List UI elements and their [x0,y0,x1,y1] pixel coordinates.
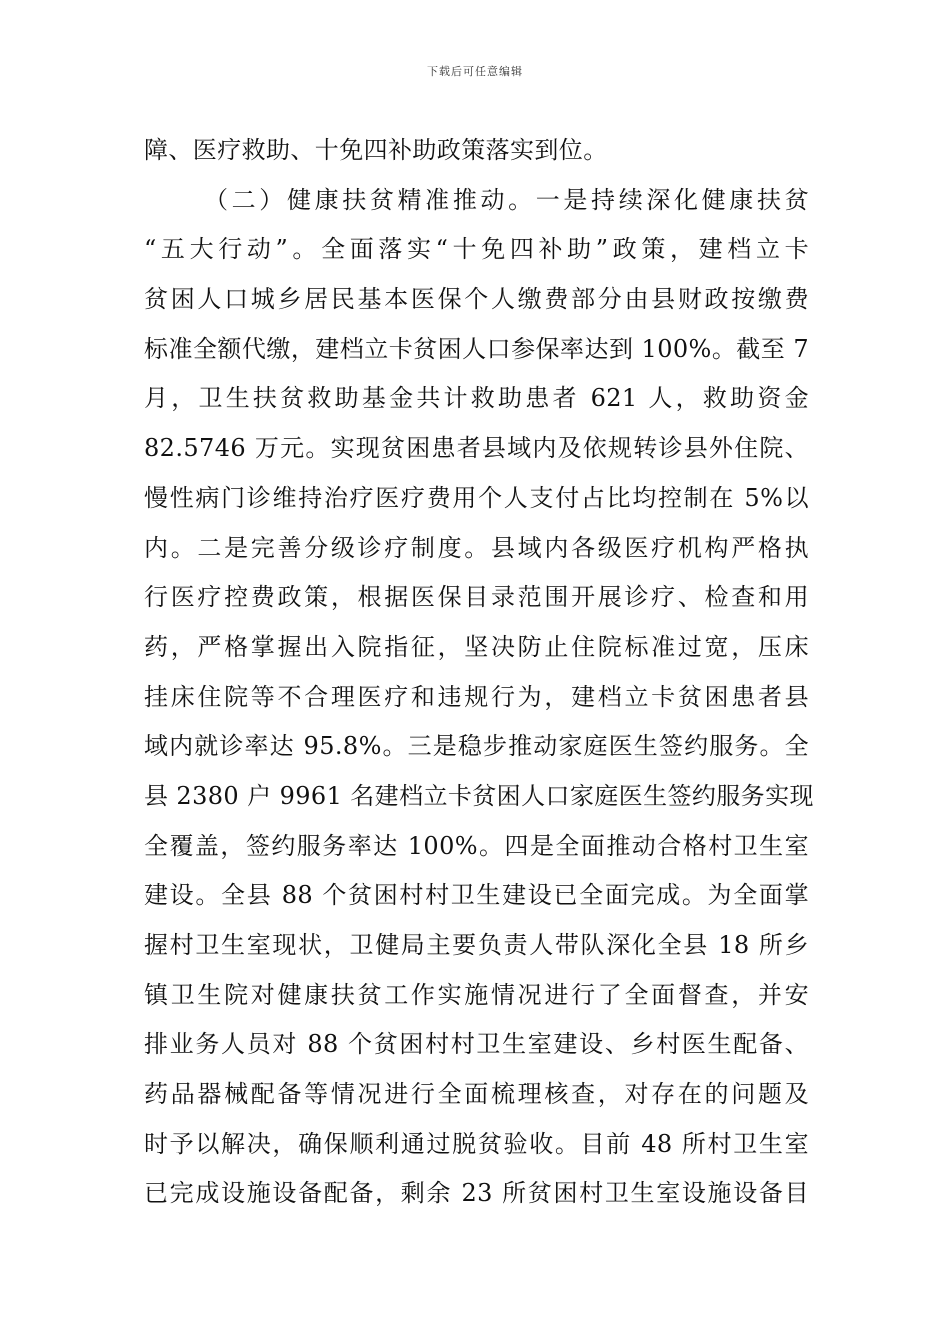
text-line: 县 2380 户 9961 名建档立卡贫困人口家庭医生签约服务实现 [144,781,814,810]
text-line: 握村卫生室现状，卫健局主要负责人带队深化全县 18 所乡 [144,931,809,959]
document-body [144,126,814,1219]
text-line: 排业务人员对 88 个贫困村村卫生室建设、乡村医生配备、 [144,1030,809,1059]
text-line: 标准全额代缴，建档立卡贫困人口参保率达到 100%。截至 7 [144,334,809,363]
text-line: 域内就诊率达 95.8%。三是稳步推动家庭医生签约服务。全 [144,732,809,761]
text-line: 82.5746 万元。实现贫困患者县域内及依规转诊县外住院、 [144,434,809,463]
text-line: 内。二是完善分级诊疗制度。县域内各级医疗机构严格执 [144,533,809,562]
page-header-note: 下载后可任意编辑 [427,65,523,78]
text-line: 已完成设施设备配备，剩余 23 所贫困村卫生室设施设备目 [144,1179,809,1208]
text-line: （二）健康扶贫精准推动。一是持续深化健康扶贫 [204,185,809,214]
text-line: 药品器械配备等情况进行全面梳理核查，对存在的问题及 [144,1080,809,1109]
text-line: 慢性病门诊维持治疗医疗费用个人支付占比均控制在 5%以 [144,483,809,512]
text-line: 障、医疗救助、十免四补助政策落实到位。 [144,136,608,164]
text-line: 镇卫生院对健康扶贫工作实施情况进行了全面督查，并安 [144,980,809,1009]
text-line: 药，严格掌握出入院指征，坚决防止住院标准过宽，压床 [144,632,809,661]
text-line: 贫困人口城乡居民基本医保个人缴费部分由县财政按缴费 [144,285,809,314]
text-line: 时予以解决，确保顺利通过脱贫验收。目前 48 所村卫生室 [144,1129,809,1158]
text-line: 月，卫生扶贫救助基金共计救助患者 621 人，救助资金 [144,384,809,413]
text-line: “五大行动”。全面落实“十免四补助”政策，建档立卡 [144,235,809,264]
text-line: 建设。全县 88 个贫困村村卫生建设已全面完成。为全面掌 [144,881,809,910]
text-line: 全覆盖，签约服务率达 100%。四是全面推动合格村卫生室 [144,831,809,860]
text-line: 挂床住院等不合理医疗和违规行为，建档立卡贫困患者县 [144,682,809,711]
text-line: 行医疗控费政策，根据医保目录范围开展诊疗、检查和用 [144,583,809,612]
